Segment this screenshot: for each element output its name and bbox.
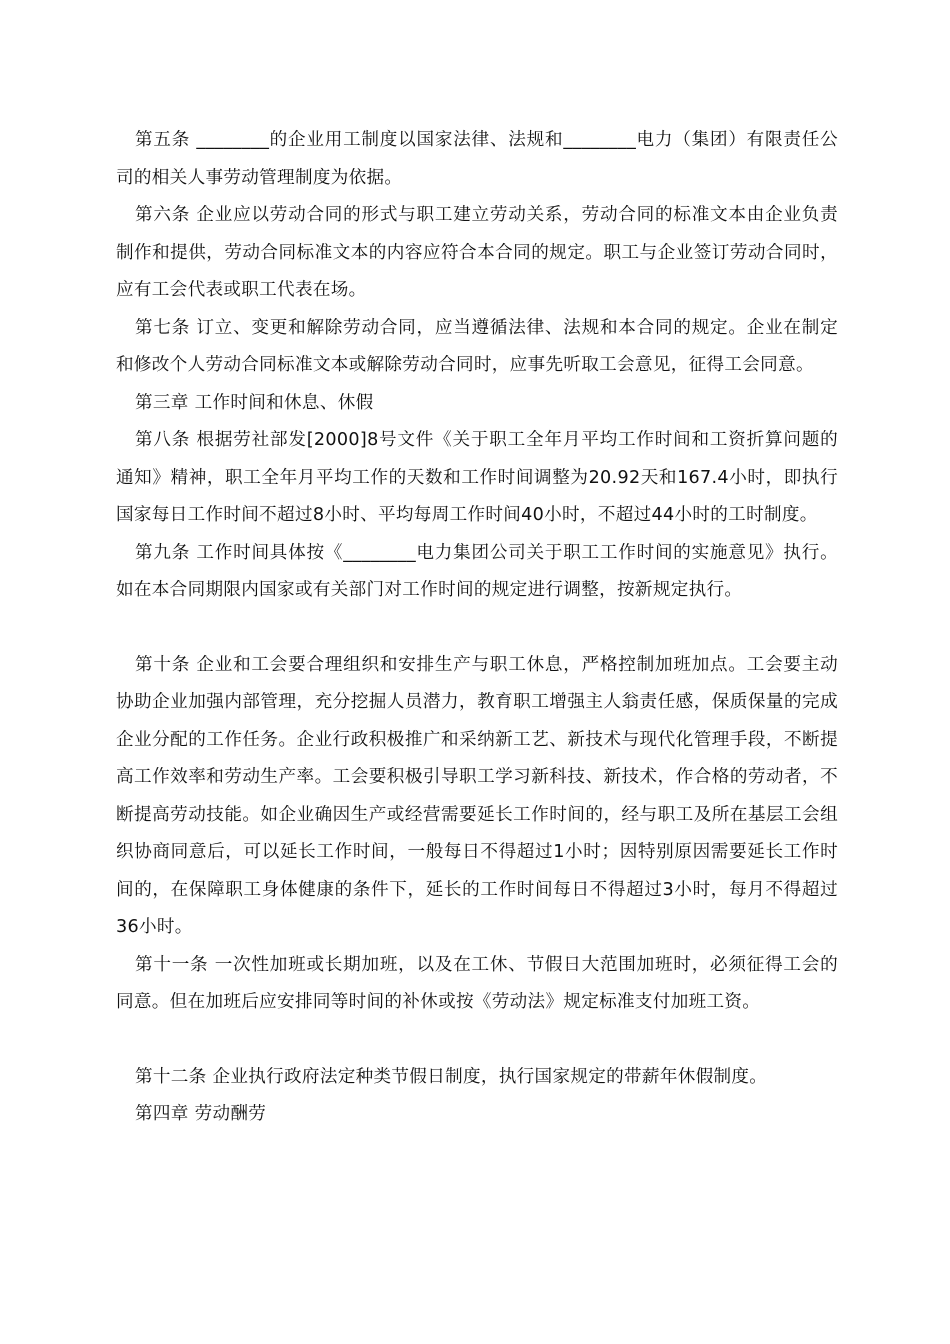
article-9: 第九条 工作时间具体按《________电力集团公司关于职工工作时间的实施意见》执行。如在本合同期限内国家或有关部门对工作时间的规定进行调整，按新规定执行。: [116, 542, 838, 600]
paragraph-gap: [116, 610, 838, 647]
article-5: 第五条 ________的企业用工制度以国家法律、法规和________电力（集团）有限责任公司的相关人事劳动管理制度为依据。: [116, 130, 838, 188]
article-7: 第七条 订立、变更和解除劳动合同，应当遵循法律、法规和本合同的规定。企业在制定和修改个人劳动合同标准文本或解除劳动合同时，应事先听取工会意见，征得工会同意。: [116, 317, 838, 375]
document-page: [116, 122, 838, 1134]
chapter-4-heading: 第四章 劳动酬劳: [135, 1104, 267, 1124]
article-11: 第十一条 一次性加班或长期加班，以及在工休、节假日大范围加班时，必须征得工会的同意。但在加班后应安排同等时间的补休或按《劳动法》规定标准支付加班工资。: [116, 954, 838, 1012]
paragraph-gap: [116, 1022, 838, 1059]
article-8: 第八条 根据劳社部发[2000]8号文件《关于职工全年月平均工作时间和工资折算问题的通知》精神，职工全年月平均工作的天数和工作时间调整为20.92天和167.4小时，即执行国家每日工作时间不超过8小时、平均每周工作时间40小时，不超过44小时的工时制度。: [116, 430, 838, 525]
chapter-3-heading: 第三章 工作时间和休息、休假: [135, 392, 374, 413]
article-6: 第六条 企业应以劳动合同的形式与职工建立劳动关系，劳动合同的标准文本由企业负责制作和提供，劳动合同标准文本的内容应符合本合同的规定。职工与企业签订劳动合同时，应有工会代表或职工代表在场。: [116, 205, 838, 300]
article-10: 第十条 企业和工会要合理组织和安排生产与职工休息，严格控制加班加点。工会要主动协助企业加强内部管理，充分挖掘人员潜力，教育职工增强主人翁责任感，保质保量的完成企业分配的工作任务。企业行政积极推广和采纳新工艺、新技术与现代化管理手段，不断提高工作效率和劳动生产率。工会要积极引导职工学习新科技、新技术，作合格的劳动者，不断提高劳动技能。如企业确因生产或经营需要延长工作时间的，经与职工及所在基层工会组织协商同意后，可以延长工作时间，一般每日不得超过1小时；因特别原因需要延长工作时间的，在保障职工身体健康的条件下，延长的工作时间每日不得超过3小时，每月不得超过36小时。: [116, 654, 838, 937]
article-12: 第十二条 企业执行政府法定种类节假日制度，执行国家规定的带薪年休假制度。: [135, 1066, 768, 1087]
